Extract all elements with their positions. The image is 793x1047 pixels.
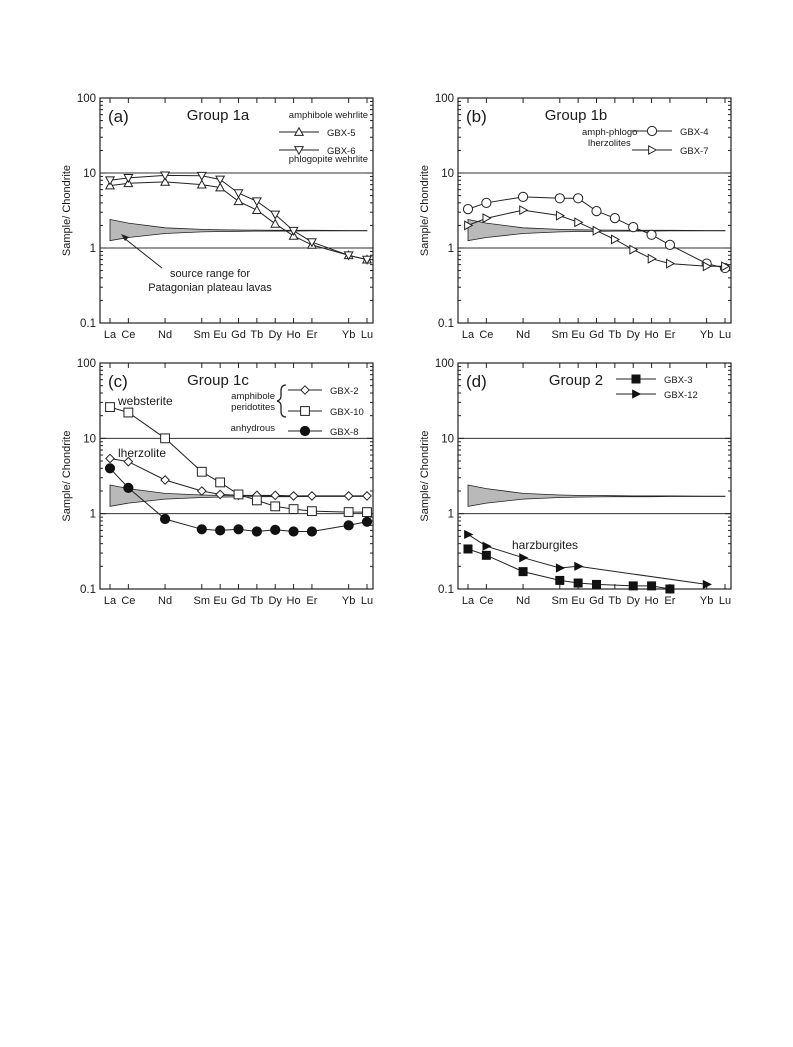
x-tick-label: Nd bbox=[158, 595, 173, 607]
data-point bbox=[234, 525, 243, 534]
x-tick-label: Gd bbox=[589, 329, 604, 341]
x-tick-label: Er bbox=[306, 595, 318, 607]
data-point bbox=[593, 580, 601, 588]
data-point bbox=[289, 527, 298, 536]
series-line bbox=[110, 175, 367, 259]
y-tick-label: 10 bbox=[441, 433, 454, 446]
legend-group-label-line: lherzolites bbox=[588, 138, 631, 149]
legend-label: GBX-2 bbox=[330, 386, 359, 397]
y-tick-label: 0.1 bbox=[438, 318, 454, 330]
legend-label: GBX-7 bbox=[680, 146, 709, 157]
data-point bbox=[271, 220, 279, 228]
data-point bbox=[482, 198, 491, 207]
x-tick-label: Eu bbox=[213, 595, 227, 607]
x-tick-label: Sm bbox=[193, 595, 211, 607]
x-tick-label: Ce bbox=[479, 329, 494, 341]
x-tick-label: Ho bbox=[644, 329, 659, 341]
data-point bbox=[666, 585, 674, 593]
data-point bbox=[234, 190, 242, 198]
source-range-band bbox=[110, 220, 367, 241]
x-tick-label: Ce bbox=[121, 329, 136, 341]
y-tick-label: 0.1 bbox=[80, 584, 96, 596]
data-point bbox=[106, 177, 114, 185]
panel-label: (c) bbox=[108, 372, 128, 391]
legend-marker bbox=[632, 375, 640, 383]
x-tick-label: Eu bbox=[213, 329, 227, 341]
data-point bbox=[363, 492, 371, 500]
x-tick-label: Yb bbox=[341, 329, 356, 341]
x-tick-label: La bbox=[461, 329, 475, 341]
legend-group-label-line: peridotites bbox=[231, 402, 275, 413]
legend-group-label bbox=[231, 391, 275, 413]
x-tick-label: Yb bbox=[699, 595, 714, 607]
data-point bbox=[197, 525, 206, 534]
x-tick-label: Eu bbox=[571, 595, 585, 607]
x-tick-label: Lu bbox=[360, 595, 374, 607]
data-point bbox=[556, 564, 564, 572]
panel-label: (b) bbox=[466, 107, 487, 126]
y-tick-label: 1 bbox=[89, 243, 96, 255]
data-point bbox=[464, 545, 472, 553]
legend-label: GBX-12 bbox=[664, 390, 698, 401]
y-tick-label: 100 bbox=[76, 358, 96, 370]
x-tick-label: Er bbox=[306, 329, 318, 341]
data-point bbox=[520, 554, 528, 562]
x-tick-label: Lu bbox=[360, 329, 374, 341]
data-point bbox=[611, 235, 619, 243]
data-point bbox=[252, 527, 261, 536]
data-point bbox=[556, 211, 564, 219]
data-point bbox=[520, 206, 528, 214]
y-tick-label: 1 bbox=[89, 508, 96, 521]
legend-marker bbox=[301, 407, 310, 416]
legend-group-label: anhydrous bbox=[230, 423, 275, 434]
data-point bbox=[197, 467, 206, 476]
legend-label: GBX-3 bbox=[664, 375, 693, 386]
data-point bbox=[198, 487, 206, 495]
data-point bbox=[216, 478, 225, 487]
x-tick-label: La bbox=[103, 595, 117, 607]
data-point bbox=[106, 454, 114, 462]
legend-label: GBX-8 bbox=[330, 427, 359, 438]
data-point bbox=[308, 507, 317, 516]
panel-title: Group 1a bbox=[186, 107, 250, 124]
data-point bbox=[574, 194, 583, 203]
annotation-arrow bbox=[124, 238, 162, 268]
y-axis-label: Sample/ Chondrite bbox=[61, 430, 73, 522]
data-point bbox=[160, 514, 169, 523]
data-point bbox=[575, 563, 583, 571]
data-point bbox=[556, 576, 564, 584]
x-tick-label: Ho bbox=[644, 595, 659, 607]
y-tick-label: 10 bbox=[83, 168, 96, 180]
data-point bbox=[252, 496, 261, 505]
y-tick-label: 100 bbox=[76, 93, 96, 105]
x-tick-label: Er bbox=[664, 329, 676, 341]
x-tick-label: Sm bbox=[551, 329, 569, 341]
x-tick-label: Nd bbox=[158, 329, 173, 341]
data-point bbox=[648, 582, 656, 590]
x-tick-label: Yb bbox=[341, 595, 356, 607]
x-tick-label: Tb bbox=[608, 595, 622, 607]
y-tick-label: 100 bbox=[434, 358, 454, 370]
legend-marker bbox=[647, 126, 656, 135]
data-point bbox=[575, 218, 583, 226]
data-point bbox=[344, 521, 353, 530]
y-tick-label: 0.1 bbox=[438, 584, 454, 596]
data-point bbox=[124, 483, 133, 492]
series-GBX-12 bbox=[465, 531, 711, 589]
data-point bbox=[610, 214, 619, 223]
x-tick-label: Lu bbox=[718, 595, 732, 607]
data-point bbox=[308, 492, 316, 500]
y-tick-label: 1 bbox=[447, 243, 454, 255]
data-point bbox=[629, 582, 637, 590]
data-point bbox=[647, 230, 656, 239]
data-point bbox=[234, 490, 243, 499]
data-point bbox=[667, 259, 675, 267]
rock-label: lherzolite bbox=[118, 446, 167, 460]
data-point bbox=[289, 505, 298, 514]
panel-label: (d) bbox=[466, 372, 487, 391]
legend-a bbox=[121, 110, 368, 294]
x-tick-label: Nd bbox=[516, 595, 531, 607]
data-point bbox=[271, 525, 280, 534]
x-tick-label: Er bbox=[664, 595, 676, 607]
chart-panel bbox=[61, 358, 373, 607]
x-tick-label: Gd bbox=[231, 595, 246, 607]
x-tick-label: Gd bbox=[231, 329, 246, 341]
y-axis-label: Sample/ Chondrite bbox=[419, 164, 431, 257]
data-point bbox=[463, 205, 472, 214]
panel-title: Group 1c bbox=[187, 372, 249, 389]
data-point bbox=[161, 476, 169, 484]
legend-d bbox=[512, 375, 698, 552]
x-tick-label: Ce bbox=[479, 595, 494, 607]
brace-icon bbox=[277, 385, 286, 417]
legend-c bbox=[117, 385, 364, 460]
data-point bbox=[482, 551, 490, 559]
legend-marker bbox=[649, 146, 657, 154]
data-point bbox=[363, 508, 372, 517]
data-point bbox=[465, 531, 473, 539]
data-point bbox=[574, 579, 582, 587]
x-tick-label: Nd bbox=[516, 329, 531, 341]
x-tick-label: Tb bbox=[250, 329, 264, 341]
data-point bbox=[555, 194, 564, 203]
y-tick-label: 0.1 bbox=[80, 318, 96, 330]
y-axis-label: Sample/ Chondrite bbox=[61, 164, 73, 257]
data-point bbox=[271, 491, 279, 499]
data-point bbox=[216, 526, 225, 535]
legend-b bbox=[582, 126, 709, 157]
data-point bbox=[289, 492, 297, 500]
series-line bbox=[468, 549, 670, 589]
source-range-band bbox=[468, 485, 725, 506]
annotation-text: source range for bbox=[169, 268, 251, 280]
legend-group-label-line: amph-phlogo bbox=[582, 127, 638, 138]
annotation-text: Patagonian plateau lavas bbox=[148, 282, 272, 294]
x-tick-label: Dy bbox=[626, 595, 640, 607]
y-tick-label: 10 bbox=[83, 433, 96, 446]
x-tick-label: Yb bbox=[699, 329, 714, 341]
data-point bbox=[483, 214, 491, 222]
x-tick-label: Lu bbox=[718, 329, 732, 341]
legend-group-label bbox=[582, 127, 637, 149]
y-tick-label: 10 bbox=[441, 168, 454, 180]
data-point bbox=[271, 502, 280, 511]
data-point bbox=[362, 517, 371, 526]
series-GBX-3 bbox=[464, 545, 674, 593]
rock-label: websterite bbox=[118, 394, 173, 408]
legend-label: GBX-5 bbox=[327, 128, 356, 139]
x-tick-label: Dy bbox=[268, 595, 282, 607]
series-line bbox=[468, 210, 725, 266]
panel-title: Group 1b bbox=[544, 107, 608, 124]
panel-title: Group 2 bbox=[548, 372, 604, 389]
legend-marker bbox=[301, 386, 309, 394]
x-tick-label: Ho bbox=[286, 595, 301, 607]
series-line bbox=[468, 534, 707, 584]
data-point bbox=[518, 192, 527, 201]
legend-marker bbox=[300, 426, 309, 435]
data-point bbox=[124, 408, 133, 417]
data-point bbox=[630, 245, 638, 253]
data-point bbox=[592, 207, 601, 216]
legend-label: GBX-10 bbox=[330, 407, 364, 418]
data-point bbox=[253, 198, 261, 206]
data-point bbox=[344, 492, 352, 500]
data-point bbox=[665, 240, 674, 249]
x-tick-label: Eu bbox=[571, 329, 585, 341]
x-tick-label: Sm bbox=[551, 595, 569, 607]
data-point bbox=[253, 206, 261, 214]
x-tick-label: La bbox=[461, 595, 475, 607]
y-tick-label: 1 bbox=[447, 508, 454, 521]
x-tick-label: La bbox=[103, 329, 117, 341]
legend-group-label-line: amphibole bbox=[231, 391, 275, 402]
x-tick-label: Sm bbox=[193, 329, 211, 341]
data-point bbox=[307, 527, 316, 536]
rock-label: harzburgites bbox=[512, 538, 579, 552]
data-point bbox=[216, 176, 224, 184]
legend-label: GBX-6 bbox=[327, 146, 356, 157]
x-tick-label: Gd bbox=[589, 595, 604, 607]
x-tick-label: Ce bbox=[121, 595, 136, 607]
legend-group-label: phlogopite wehrlite bbox=[288, 154, 368, 165]
x-tick-label: Dy bbox=[268, 329, 282, 341]
data-point bbox=[519, 568, 527, 576]
x-tick-label: Tb bbox=[608, 329, 622, 341]
x-tick-label: Tb bbox=[250, 595, 264, 607]
y-axis-label: Sample/ Chondrite bbox=[419, 430, 431, 522]
legend-marker bbox=[633, 390, 641, 398]
panel-label: (a) bbox=[108, 107, 129, 126]
legend-label: GBX-4 bbox=[680, 127, 709, 138]
x-tick-label: Ho bbox=[286, 329, 301, 341]
data-point bbox=[344, 508, 353, 517]
x-tick-label: Dy bbox=[626, 329, 640, 341]
data-point bbox=[629, 222, 638, 231]
data-point bbox=[105, 464, 114, 473]
data-point bbox=[483, 542, 491, 550]
y-tick-label: 100 bbox=[434, 93, 454, 105]
data-point bbox=[106, 403, 115, 412]
data-point bbox=[648, 255, 656, 263]
legend-group-label: amphibole wehrlite bbox=[288, 110, 368, 121]
data-point bbox=[161, 434, 170, 443]
data-point bbox=[593, 227, 601, 235]
